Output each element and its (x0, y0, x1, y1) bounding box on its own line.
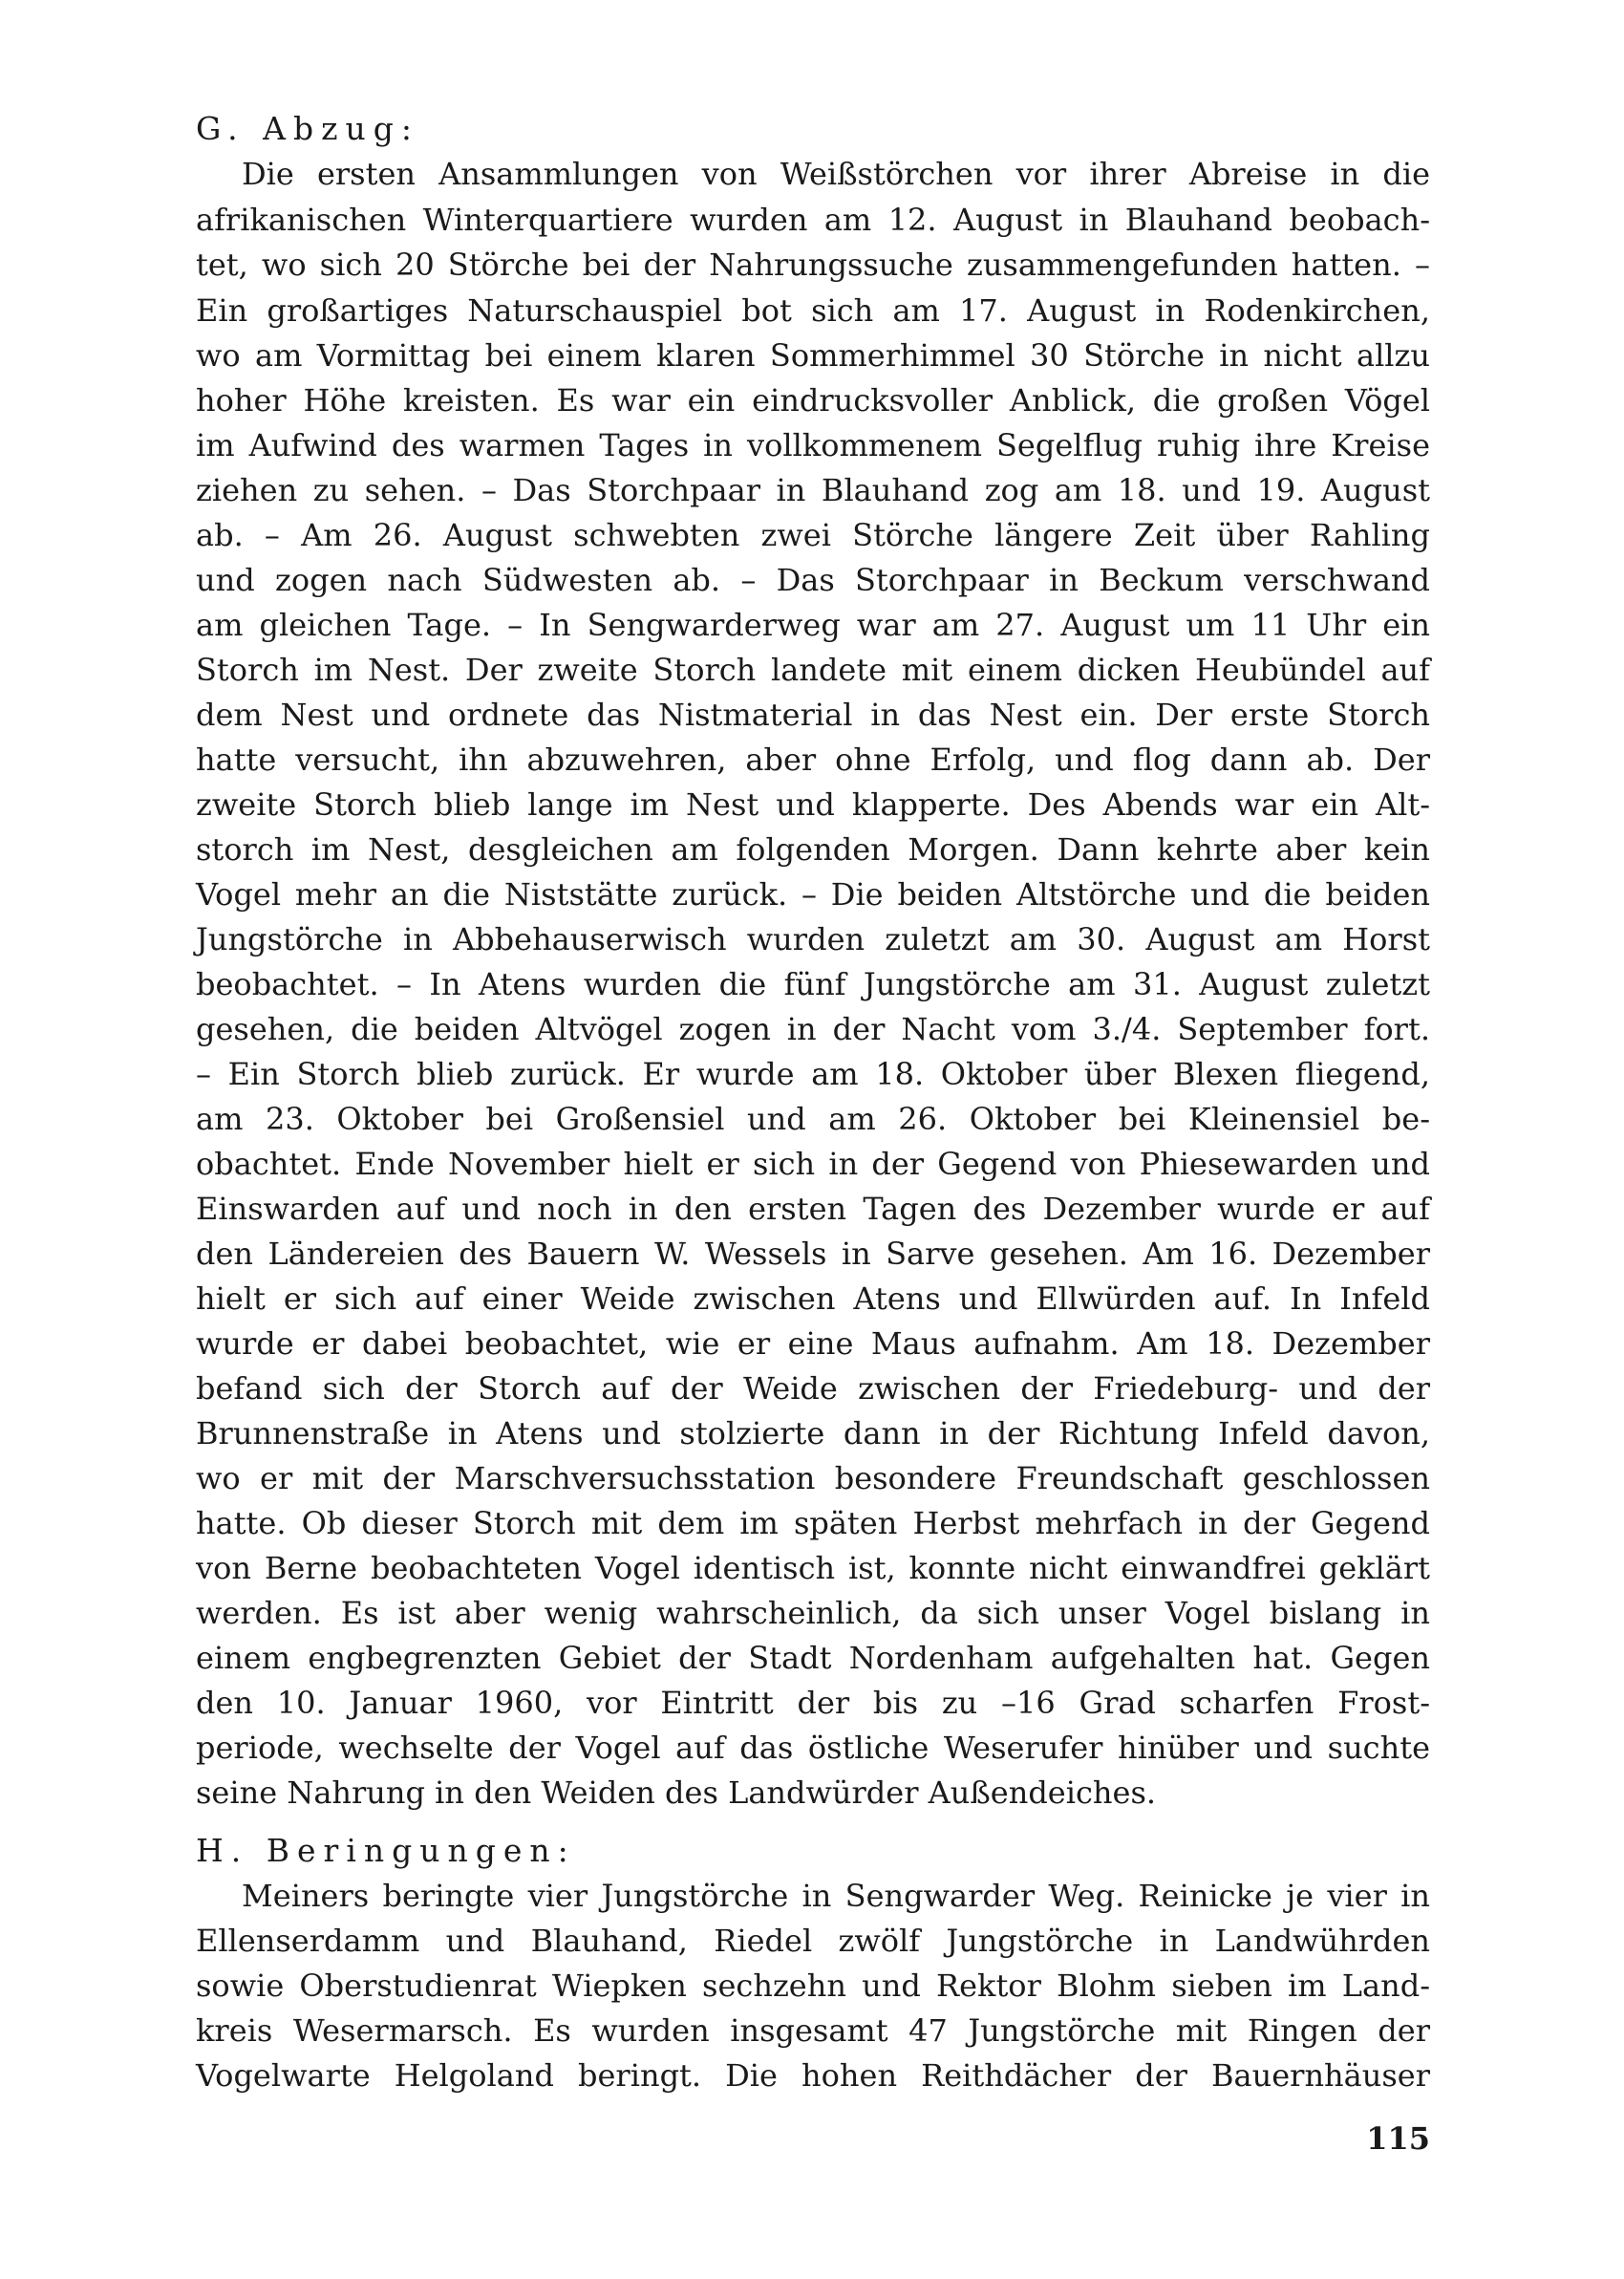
section-h-heading: H. Beringungen: (196, 1832, 576, 1869)
text-line: Storch im Nest. Der zweite Storch landete mit einem dicken Heubündel auf (196, 652, 1430, 688)
text-line: Vogelwarte Helgoland beringt. Die hohen Reithdächer der Bauernhäuser (196, 2057, 1430, 2094)
text-line: Jungstörche in Abbehauserwisch wurden zuletzt am 30. August am Horst (196, 921, 1430, 957)
text-line: storch im Nest, desgleichen am folgenden Morgen. Dann kehrte aber kein (196, 831, 1430, 868)
text-line: obachtet. Ende November hielt er sich in der Gegend von Phiesewarden und (196, 1146, 1430, 1182)
text-line: Die ersten Ansammlungen von Weißstörchen vor ihrer Abreise in die (242, 156, 1430, 192)
text-line: von Berne beobachteten Vogel identisch ist, konnte nicht einwandfrei geklärt (196, 1550, 1430, 1586)
text-line: Ellenserdamm und Blauhand, Riedel zwölf Jungstörche in Landwührden (196, 1923, 1430, 1959)
text-line: seine Nahrung in den Weiden des Landwürder Außendeiches. (196, 1774, 1157, 1811)
text-line: im Aufwind des warmen Tages in vollkommenem Segelflug ruhig ihre Kreise (196, 427, 1430, 463)
text-line: dem Nest und ordnete das Nistmaterial in das Nest ein. Der erste Storch (196, 697, 1430, 733)
text-line: hoher Höhe kreisten. Es war ein eindrucksvoller Anblick, die großen Vögel (196, 382, 1430, 419)
text-line: wo er mit der Marschversuchsstation besondere Freundschaft geschlossen (196, 1460, 1430, 1496)
text-line: beobachtet. – In Atens wurden die fünf Jungstörche am 31. August zuletzt (196, 966, 1430, 1002)
text-line: den Ländereien des Bauern W. Wessels in Sarve gesehen. Am 16. Dezember (196, 1236, 1430, 1272)
text-line: Brunnenstraße in Atens und stolzierte dann in der Richtung Infeld davon, (196, 1415, 1430, 1451)
page-number: 115 (1366, 2120, 1430, 2157)
text-line: zweite Storch blieb lange im Nest und klapperte. Des Abends war ein Alt- (196, 786, 1430, 823)
text-line: periode, wechselte der Vogel auf das östliche Weserufer hinüber und suchte (196, 1730, 1430, 1766)
text-line: hatte. Ob dieser Storch mit dem im späten Herbst mehrfach in der Gegend (196, 1505, 1430, 1541)
text-line: sowie Oberstudienrat Wiepken sechzehn und Rektor Blohm sieben im Land- (196, 1967, 1430, 2004)
text-line: Meiners beringte vier Jungstörche in Sengwarder Weg. Reinicke je vier in (242, 1878, 1430, 1914)
text-line: befand sich der Storch auf der Weide zwischen der Friedeburg- und der (196, 1370, 1430, 1407)
text-line: hielt er sich auf einer Weide zwischen Atens und Ellwürden auf. In Infeld (196, 1280, 1430, 1317)
text-line: gesehen, die beiden Altvögel zogen in der Nacht vom 3./4. September fort. (196, 1011, 1430, 1047)
text-line: hatte versucht, ihn abzuwehren, aber ohne Erfolg, und flog dann ab. Der (196, 742, 1430, 778)
section-g-heading: G. Abzug: (196, 110, 420, 147)
text-line: Einswarden auf und noch in den ersten Tagen des Dezember wurde er auf (196, 1191, 1430, 1227)
text-line: am gleichen Tage. – In Sengwarderweg war am 27. August um 11 Uhr ein (196, 607, 1430, 643)
text-line: wo am Vormittag bei einem klaren Sommerhimmel 30 Störche in nicht allzu (196, 337, 1430, 374)
text-line: Ein großartiges Naturschauspiel bot sich am 17. August in Rodenkirchen, (196, 292, 1430, 329)
text-line: und zogen nach Südwesten ab. – Das Storchpaar in Beckum verschwand (196, 562, 1430, 598)
text-line: ziehen zu sehen. – Das Storchpaar in Blauhand zog am 18. und 19. August (196, 472, 1430, 508)
text-line: am 23. Oktober bei Großensiel und am 26. Oktober bei Kleinensiel be- (196, 1101, 1430, 1137)
text-line: afrikanischen Winterquartiere wurden am 12. August in Blauhand beobach- (196, 202, 1430, 238)
text-line: Vogel mehr an die Niststätte zurück. – Die beiden Altstörche und die beiden (196, 876, 1430, 913)
text-line: kreis Wesermarsch. Es wurden insgesamt 47 Jungstörche mit Ringen der (196, 2012, 1430, 2049)
text-line: tet, wo sich 20 Störche bei der Nahrungssuche zusammengefunden hatten. – (196, 247, 1430, 283)
text-line: wurde er dabei beobachtet, wie er eine Maus aufnahm. Am 18. Dezember (196, 1325, 1430, 1362)
text-line: werden. Es ist aber wenig wahrscheinlich, da sich unser Vogel bislang in (196, 1595, 1430, 1631)
text-line: ab. – Am 26. August schwebten zwei Störche längere Zeit über Rahling (196, 517, 1430, 553)
text-line: – Ein Storch blieb zurück. Er wurde am 18. Oktober über Blexen fliegend, (196, 1056, 1430, 1092)
text-line: einem engbegrenzten Gebiet der Stadt Nordenham aufgehalten hat. Gegen (196, 1640, 1430, 1676)
text-line: den 10. Januar 1960, vor Eintritt der bis zu –16 Grad scharfen Frost- (196, 1685, 1430, 1721)
